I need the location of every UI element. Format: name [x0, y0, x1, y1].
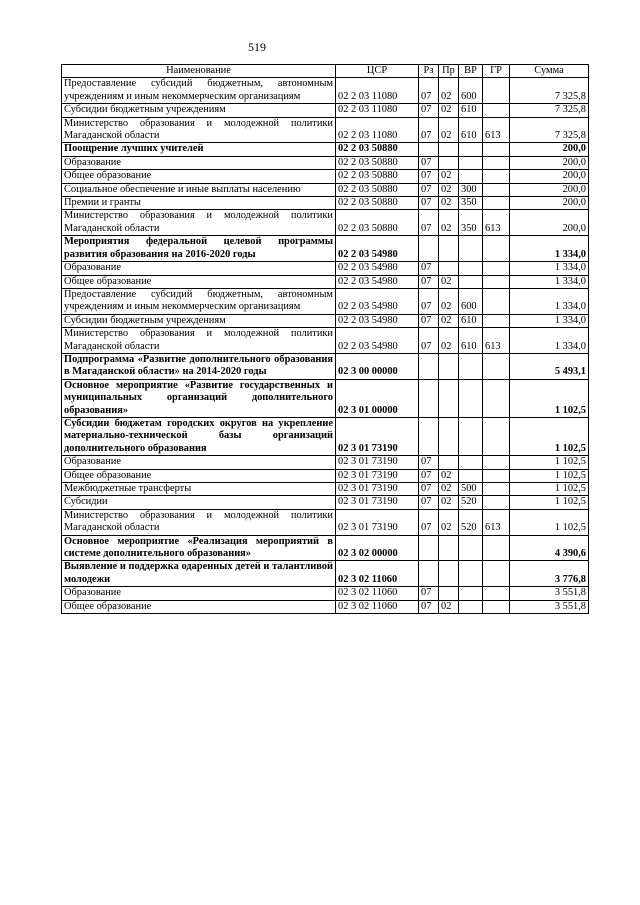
- cell-pr: 02: [439, 600, 459, 613]
- cell-csr: 02 2 03 50880: [336, 170, 419, 183]
- cell-pr: 02: [439, 117, 459, 143]
- table-row: [62, 314, 589, 327]
- table-row: [62, 210, 589, 236]
- cell-sum: 1 102,5: [510, 483, 589, 496]
- cell-rz: 07: [419, 496, 439, 509]
- cell-vr: [459, 469, 483, 482]
- cell-pr: 02: [439, 469, 459, 482]
- cell-name: Поощрение лучших учителей: [62, 143, 336, 156]
- cell-name: Подпрограмма «Развитие дополнительного образования в Магаданской области» на 2014-2020 годы: [62, 353, 336, 379]
- cell-vr: [459, 600, 483, 613]
- cell-csr: 02 2 03 50880: [336, 197, 419, 210]
- cell-sum: 1 102,5: [510, 496, 589, 509]
- cell-csr: 02 3 01 00000: [336, 379, 419, 417]
- cell-vr: 520: [459, 509, 483, 535]
- cell-rz: 07: [419, 288, 439, 314]
- cell-sum: 1 334,0: [510, 262, 589, 275]
- cell-name: Министерство образования и молодежной политики Магаданской области: [62, 509, 336, 535]
- cell-gr: [483, 236, 510, 262]
- cell-csr: 02 3 02 11060: [336, 600, 419, 613]
- cell-pr: 02: [439, 104, 459, 117]
- cell-gr: [483, 496, 510, 509]
- cell-csr: 02 3 01 73190: [336, 417, 419, 455]
- cell-gr: [483, 183, 510, 196]
- cell-gr: 613: [483, 328, 510, 354]
- cell-name: Министерство образования и молодежной политики Магаданской области: [62, 210, 336, 236]
- cell-rz: 07: [419, 314, 439, 327]
- cell-vr: 600: [459, 78, 483, 104]
- cell-gr: [483, 262, 510, 275]
- cell-csr: 02 3 02 00000: [336, 535, 419, 561]
- cell-sum: 200,0: [510, 143, 589, 156]
- table-row: [62, 288, 589, 314]
- cell-pr: [439, 535, 459, 561]
- cell-csr: 02 3 01 73190: [336, 483, 419, 496]
- cell-vr: [459, 236, 483, 262]
- table-row: [62, 561, 589, 587]
- cell-gr: [483, 561, 510, 587]
- cell-vr: 610: [459, 117, 483, 143]
- cell-pr: [439, 456, 459, 469]
- cell-name: Предоставление субсидий бюджетным, автономным учреждениям и иным некоммерческим организациям: [62, 78, 336, 104]
- cell-gr: [483, 456, 510, 469]
- table-row: [62, 328, 589, 354]
- cell-vr: [459, 535, 483, 561]
- cell-rz: [419, 353, 439, 379]
- cell-name: Субсидии: [62, 496, 336, 509]
- cell-pr: [439, 353, 459, 379]
- cell-sum: 5 493,1: [510, 353, 589, 379]
- cell-gr: [483, 197, 510, 210]
- cell-rz: 07: [419, 509, 439, 535]
- cell-sum: 1 334,0: [510, 314, 589, 327]
- table-row: [62, 262, 589, 275]
- cell-sum: 4 390,6: [510, 535, 589, 561]
- cell-name: Образование: [62, 456, 336, 469]
- cell-rz: 07: [419, 156, 439, 169]
- cell-name: Мероприятия федеральной целевой программы развития образования на 2016-2020 годы: [62, 236, 336, 262]
- cell-csr: 02 2 03 54980: [336, 262, 419, 275]
- header-rz: Рз: [419, 65, 439, 78]
- cell-rz: 07: [419, 587, 439, 600]
- cell-vr: 500: [459, 483, 483, 496]
- cell-pr: 02: [439, 197, 459, 210]
- cell-vr: [459, 379, 483, 417]
- budget-table: [61, 64, 589, 614]
- table-row: [62, 78, 589, 104]
- cell-name: Общее образование: [62, 275, 336, 288]
- cell-gr: [483, 379, 510, 417]
- cell-csr: 02 2 03 11080: [336, 78, 419, 104]
- table-row: [62, 275, 589, 288]
- cell-csr: 02 3 01 73190: [336, 469, 419, 482]
- cell-pr: [439, 561, 459, 587]
- cell-name: Министерство образования и молодежной политики Магаданской области: [62, 117, 336, 143]
- cell-vr: 610: [459, 104, 483, 117]
- table-row: [62, 353, 589, 379]
- cell-name: Выявление и поддержка одаренных детей и талантливой молодежи: [62, 561, 336, 587]
- cell-name: Субсидии бюджетным учреждениям: [62, 314, 336, 327]
- table-row: [62, 156, 589, 169]
- cell-name: Образование: [62, 262, 336, 275]
- cell-csr: 02 2 03 54980: [336, 328, 419, 354]
- cell-gr: [483, 417, 510, 455]
- cell-csr: 02 3 01 73190: [336, 496, 419, 509]
- cell-name: Общее образование: [62, 600, 336, 613]
- cell-rz: 07: [419, 104, 439, 117]
- table-row: [62, 587, 589, 600]
- cell-pr: [439, 236, 459, 262]
- table-row: [62, 535, 589, 561]
- cell-rz: [419, 236, 439, 262]
- cell-sum: 1 334,0: [510, 236, 589, 262]
- cell-rz: [419, 379, 439, 417]
- cell-gr: [483, 535, 510, 561]
- cell-csr: 02 2 03 54980: [336, 236, 419, 262]
- table-row: [62, 236, 589, 262]
- cell-pr: 02: [439, 210, 459, 236]
- cell-csr: 02 2 03 54980: [336, 288, 419, 314]
- cell-csr: 02 2 03 50880: [336, 156, 419, 169]
- cell-name: Межбюджетные трансферты: [62, 483, 336, 496]
- cell-vr: [459, 170, 483, 183]
- cell-name: Субсидии бюджетным учреждениям: [62, 104, 336, 117]
- table-row: [62, 496, 589, 509]
- cell-sum: 200,0: [510, 183, 589, 196]
- cell-csr: 02 3 02 11060: [336, 587, 419, 600]
- cell-sum: 7 325,8: [510, 104, 589, 117]
- cell-vr: 350: [459, 197, 483, 210]
- cell-vr: [459, 262, 483, 275]
- header-vr: ВР: [459, 65, 483, 78]
- header-row: [62, 65, 589, 78]
- cell-csr: 02 2 03 50880: [336, 143, 419, 156]
- cell-gr: [483, 78, 510, 104]
- cell-pr: 02: [439, 183, 459, 196]
- cell-name: Социальное обеспечение и иные выплаты населению: [62, 183, 336, 196]
- header-gr: ГР: [483, 65, 510, 78]
- header-csr: ЦСР: [336, 65, 419, 78]
- cell-rz: 07: [419, 170, 439, 183]
- cell-vr: 300: [459, 183, 483, 196]
- table-row: [62, 483, 589, 496]
- cell-vr: 610: [459, 314, 483, 327]
- cell-vr: 520: [459, 496, 483, 509]
- cell-vr: 610: [459, 328, 483, 354]
- header-name: Наименование: [62, 65, 336, 78]
- cell-rz: 07: [419, 456, 439, 469]
- cell-gr: [483, 170, 510, 183]
- table-row: [62, 197, 589, 210]
- cell-pr: 02: [439, 314, 459, 327]
- cell-sum: 3 776,8: [510, 561, 589, 587]
- cell-gr: 613: [483, 509, 510, 535]
- cell-name: Премии и гранты: [62, 197, 336, 210]
- cell-pr: 02: [439, 509, 459, 535]
- cell-csr: 02 2 03 11080: [336, 117, 419, 143]
- header-sum: Сумма: [510, 65, 589, 78]
- cell-vr: [459, 587, 483, 600]
- cell-sum: 1 102,5: [510, 379, 589, 417]
- cell-pr: 02: [439, 78, 459, 104]
- cell-rz: [419, 417, 439, 455]
- cell-gr: [483, 483, 510, 496]
- cell-pr: [439, 156, 459, 169]
- cell-csr: 02 3 01 73190: [336, 509, 419, 535]
- cell-gr: 613: [483, 210, 510, 236]
- cell-sum: 200,0: [510, 197, 589, 210]
- cell-name: Субсидии бюджетам городских округов на укрепление материально-технической базы организаций дополнительного образования: [62, 417, 336, 455]
- table-row: [62, 417, 589, 455]
- cell-pr: [439, 587, 459, 600]
- cell-rz: 07: [419, 183, 439, 196]
- cell-name: Общее образование: [62, 170, 336, 183]
- cell-name: Общее образование: [62, 469, 336, 482]
- cell-csr: 02 2 03 54980: [336, 314, 419, 327]
- cell-rz: [419, 143, 439, 156]
- cell-rz: 07: [419, 469, 439, 482]
- cell-pr: [439, 417, 459, 455]
- cell-sum: 1 102,5: [510, 456, 589, 469]
- cell-gr: [483, 143, 510, 156]
- cell-csr: 02 2 03 50880: [336, 210, 419, 236]
- cell-vr: [459, 561, 483, 587]
- cell-rz: 07: [419, 328, 439, 354]
- cell-rz: 07: [419, 483, 439, 496]
- cell-gr: [483, 275, 510, 288]
- cell-pr: 02: [439, 288, 459, 314]
- cell-sum: 1 102,5: [510, 509, 589, 535]
- cell-gr: [483, 587, 510, 600]
- cell-pr: 02: [439, 170, 459, 183]
- cell-name: Основное мероприятие «Развитие государственных и муниципальных организаций дополнительного образования»: [62, 379, 336, 417]
- cell-vr: [459, 456, 483, 469]
- table-row: [62, 469, 589, 482]
- cell-sum: 1 334,0: [510, 328, 589, 354]
- cell-rz: [419, 561, 439, 587]
- table-row: [62, 183, 589, 196]
- cell-sum: 1 102,5: [510, 417, 589, 455]
- cell-pr: 02: [439, 496, 459, 509]
- cell-csr: 02 3 01 73190: [336, 456, 419, 469]
- cell-rz: 07: [419, 210, 439, 236]
- cell-name: Предоставление субсидий бюджетным, автономным учреждениям и иным некоммерческим организациям: [62, 288, 336, 314]
- table-row: [62, 456, 589, 469]
- table-row: [62, 117, 589, 143]
- cell-sum: 1 334,0: [510, 288, 589, 314]
- cell-name: Образование: [62, 587, 336, 600]
- page-number: 519: [248, 40, 266, 54]
- cell-vr: [459, 417, 483, 455]
- table-row: [62, 143, 589, 156]
- cell-gr: 613: [483, 117, 510, 143]
- cell-sum: 7 325,8: [510, 117, 589, 143]
- cell-sum: 1 102,5: [510, 469, 589, 482]
- cell-vr: 600: [459, 288, 483, 314]
- cell-rz: 07: [419, 78, 439, 104]
- cell-gr: [483, 288, 510, 314]
- cell-vr: [459, 275, 483, 288]
- table-row: [62, 509, 589, 535]
- table-row: [62, 104, 589, 117]
- cell-pr: 02: [439, 275, 459, 288]
- cell-vr: [459, 353, 483, 379]
- cell-gr: [483, 600, 510, 613]
- table-row: [62, 379, 589, 417]
- cell-rz: 07: [419, 262, 439, 275]
- header-pr: Пр: [439, 65, 459, 78]
- cell-vr: 350: [459, 210, 483, 236]
- cell-csr: 02 2 03 11080: [336, 104, 419, 117]
- cell-rz: 07: [419, 600, 439, 613]
- cell-gr: [483, 156, 510, 169]
- cell-sum: 200,0: [510, 210, 589, 236]
- cell-pr: [439, 143, 459, 156]
- cell-name: Образование: [62, 156, 336, 169]
- cell-rz: 07: [419, 117, 439, 143]
- cell-sum: 7 325,8: [510, 78, 589, 104]
- cell-csr: 02 2 03 54980: [336, 275, 419, 288]
- cell-csr: 02 3 00 00000: [336, 353, 419, 379]
- cell-gr: [483, 314, 510, 327]
- cell-csr: 02 3 02 11060: [336, 561, 419, 587]
- cell-sum: 200,0: [510, 156, 589, 169]
- cell-pr: [439, 262, 459, 275]
- cell-rz: 07: [419, 197, 439, 210]
- cell-gr: [483, 469, 510, 482]
- cell-pr: [439, 379, 459, 417]
- cell-name: Министерство образования и молодежной политики Магаданской области: [62, 328, 336, 354]
- cell-gr: [483, 104, 510, 117]
- cell-gr: [483, 353, 510, 379]
- cell-csr: 02 2 03 50880: [336, 183, 419, 196]
- cell-pr: 02: [439, 483, 459, 496]
- cell-sum: 3 551,8: [510, 587, 589, 600]
- cell-sum: 3 551,8: [510, 600, 589, 613]
- table-row: [62, 170, 589, 183]
- cell-rz: 07: [419, 275, 439, 288]
- cell-pr: 02: [439, 328, 459, 354]
- cell-sum: 1 334,0: [510, 275, 589, 288]
- cell-vr: [459, 156, 483, 169]
- cell-rz: [419, 535, 439, 561]
- cell-name: Основное мероприятие «Реализация мероприятий в системе дополнительного образования»: [62, 535, 336, 561]
- table-row: [62, 600, 589, 613]
- cell-sum: 200,0: [510, 170, 589, 183]
- cell-vr: [459, 143, 483, 156]
